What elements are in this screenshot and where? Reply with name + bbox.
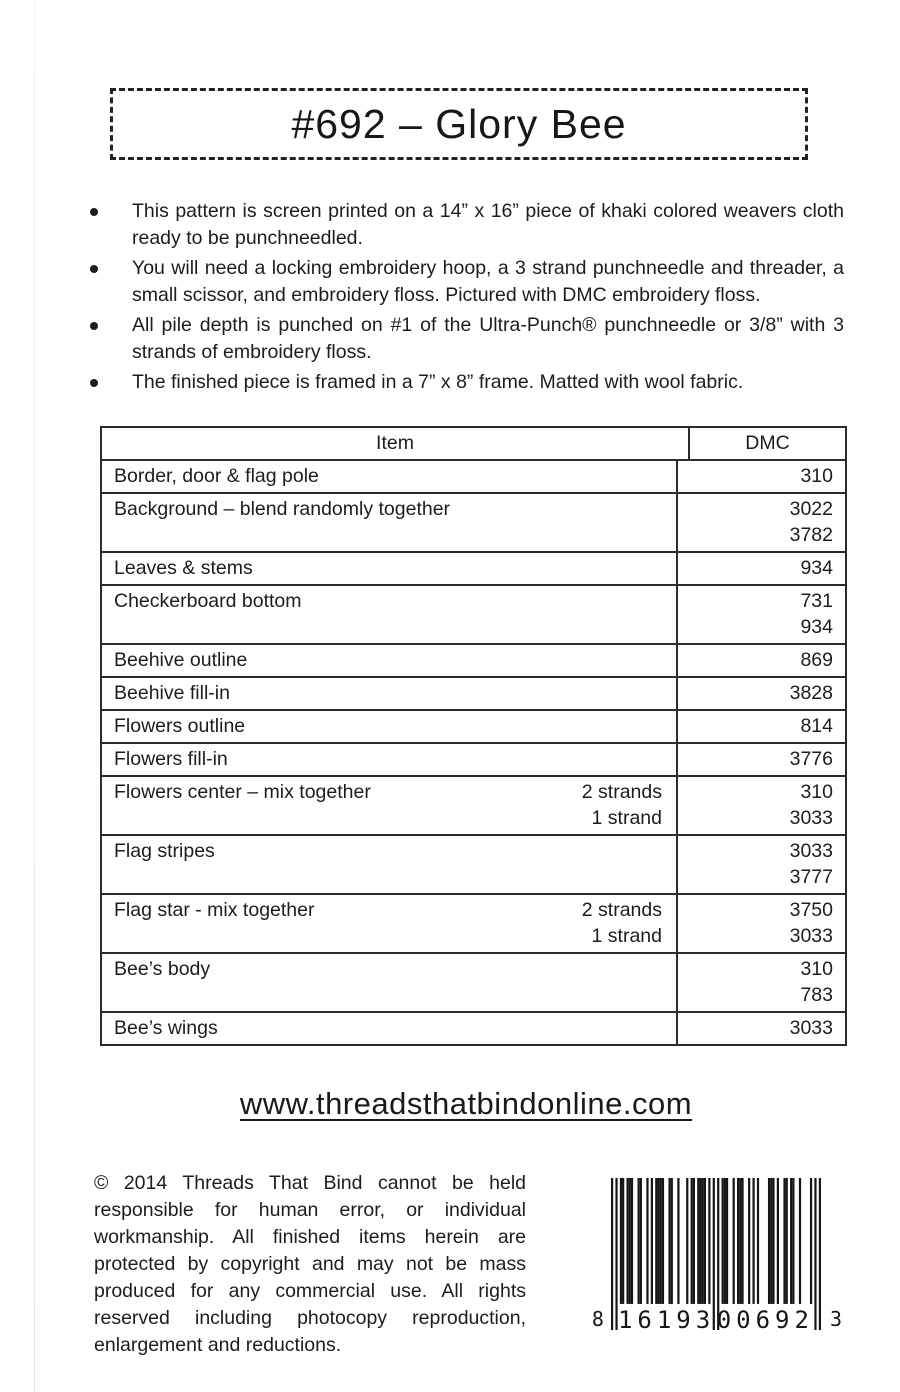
- note-item: [88, 312, 844, 366]
- item-label: Leaves & stems: [114, 557, 253, 579]
- item-label: Background – blend randomly together: [114, 498, 451, 520]
- item-label: Flowers center – mix together: [114, 781, 371, 803]
- barcode-bars: [611, 1178, 821, 1334]
- bullet-icon: [90, 379, 98, 387]
- table-row: [102, 893, 845, 952]
- dmc-number: 3776: [789, 748, 833, 770]
- table-row: [102, 834, 845, 893]
- dmc-cell: [676, 954, 845, 1011]
- page-title: #692 – Glory Bee: [291, 100, 627, 147]
- item-cell: [102, 553, 676, 584]
- table-row: [102, 775, 845, 834]
- bullet-icon: [90, 208, 98, 216]
- notes-list: [88, 198, 844, 396]
- dmc-cell: [676, 777, 845, 834]
- item-label: Border, door & flag pole: [114, 465, 319, 487]
- column-header-dmc: DMC: [688, 428, 845, 459]
- note-text: All pile depth is punched on #1 of the Ultra-Punch® punchneedle or 3/8” with 3 strands of embroidery floss.: [132, 314, 844, 363]
- note-item: [88, 369, 844, 396]
- title-box: [110, 88, 808, 160]
- item-cell: [102, 744, 676, 775]
- item-cell: [102, 1013, 676, 1044]
- bullet-icon: [90, 265, 98, 273]
- dmc-number: 310: [800, 465, 833, 487]
- dmc-cell: [676, 895, 845, 952]
- dmc-number: 310: [800, 781, 833, 803]
- dmc-number: 3777: [789, 866, 833, 888]
- item-cell: [102, 645, 676, 676]
- table-row: [102, 1011, 845, 1044]
- note-item: [88, 198, 844, 252]
- strand-note: 2 strands: [581, 781, 662, 803]
- dmc-number: 3033: [789, 1017, 833, 1039]
- note-text: You will need a locking embroidery hoop, a 3 strand punchneedle and threader, a small scissor, and embroidery floss. Pictured with DMC embroidery floss.: [132, 257, 844, 306]
- item-cell: [102, 711, 676, 742]
- item-label: Flowers outline: [114, 715, 246, 737]
- note-text: This pattern is screen printed on a 14” x 16” piece of khaki colored weavers cloth ready to be punchneedled.: [132, 200, 844, 249]
- dmc-cell: [676, 494, 845, 551]
- dmc-number: 869: [800, 649, 833, 671]
- barcode: [591, 1178, 842, 1334]
- scan-paper-edge: [34, 0, 35, 1392]
- item-cell: [102, 954, 676, 1011]
- item-label: Checkerboard bottom: [114, 590, 302, 612]
- table-row: [102, 492, 845, 551]
- strand-note: 1 strand: [591, 925, 662, 947]
- dmc-cell: [676, 1013, 845, 1044]
- barcode-left-digit: 8: [591, 1307, 604, 1331]
- copyright-text: © 2014 Threads That Bind cannot be held responsible for human error, or individual workmanship. All finished items herein are protected by copyright and may not be mass produced for any commercial use. All rights reserved including photocopy reproduction, enlargement and reductions.: [94, 1172, 526, 1356]
- strand-notes: [582, 779, 676, 831]
- dmc-number: 934: [800, 616, 833, 638]
- floss-table: [100, 426, 847, 1046]
- dmc-cell: [676, 461, 845, 492]
- item-label: Beehive outline: [114, 649, 248, 671]
- strand-notes: [582, 897, 676, 949]
- table-row: [102, 676, 845, 709]
- item-cell: [102, 461, 676, 492]
- column-header-item: Item: [376, 432, 414, 454]
- dmc-cell: [676, 586, 845, 643]
- item-label: Bee’s body: [114, 958, 211, 980]
- strand-note: 1 strand: [591, 807, 662, 829]
- dmc-number: 3828: [789, 682, 833, 704]
- website-link[interactable]: www.threadsthatbindonline.com: [239, 1086, 693, 1121]
- dmc-number: 3033: [789, 840, 833, 862]
- table-header-row: [102, 428, 845, 459]
- dmc-number: 310: [800, 958, 833, 980]
- item-cell: [102, 895, 676, 952]
- strand-note: 2 strands: [581, 899, 662, 921]
- item-label: Bee’s wings: [114, 1017, 218, 1039]
- table-row: [102, 459, 845, 492]
- dmc-number: 934: [800, 557, 833, 579]
- dmc-number: 3033: [789, 807, 833, 829]
- item-cell: [102, 678, 676, 709]
- dmc-number: 814: [800, 715, 833, 737]
- item-cell: [102, 586, 676, 643]
- item-label: Flag star - mix together: [114, 899, 315, 921]
- table-row: [102, 584, 845, 643]
- item-cell: [102, 494, 676, 551]
- table-row: [102, 709, 845, 742]
- table-row: [102, 742, 845, 775]
- note-item: [88, 255, 844, 309]
- dmc-cell: [676, 645, 845, 676]
- item-label: Beehive fill-in: [114, 682, 230, 704]
- barcode-group1: 16193: [617, 1306, 716, 1334]
- dmc-cell: [676, 678, 845, 709]
- item-label: Flag stripes: [114, 840, 215, 862]
- table-row: [102, 952, 845, 1011]
- dmc-cell: [676, 711, 845, 742]
- dmc-number: 3022: [789, 498, 833, 520]
- barcode-right-digit: 3: [829, 1307, 842, 1331]
- item-cell: [102, 836, 676, 893]
- bottom-section: [88, 1170, 844, 1359]
- table-row: [102, 551, 845, 584]
- dmc-number: 3033: [789, 925, 833, 947]
- barcode-group2: 00692: [716, 1306, 814, 1334]
- barcode-digits: [618, 1306, 814, 1334]
- item-cell: [102, 777, 676, 834]
- dmc-number: 783: [800, 984, 833, 1006]
- dmc-cell: [676, 836, 845, 893]
- bullet-icon: [90, 322, 98, 330]
- dmc-cell: [676, 744, 845, 775]
- dmc-number: 731: [800, 590, 833, 612]
- website-row: [88, 1086, 844, 1122]
- dmc-number: 3750: [789, 899, 833, 921]
- note-text: The finished piece is framed in a 7” x 8” frame. Matted with wool fabric.: [132, 371, 744, 393]
- item-label: Flowers fill-in: [114, 748, 228, 770]
- table-row: [102, 643, 845, 676]
- dmc-cell: [676, 553, 845, 584]
- dmc-number: 3782: [789, 524, 833, 546]
